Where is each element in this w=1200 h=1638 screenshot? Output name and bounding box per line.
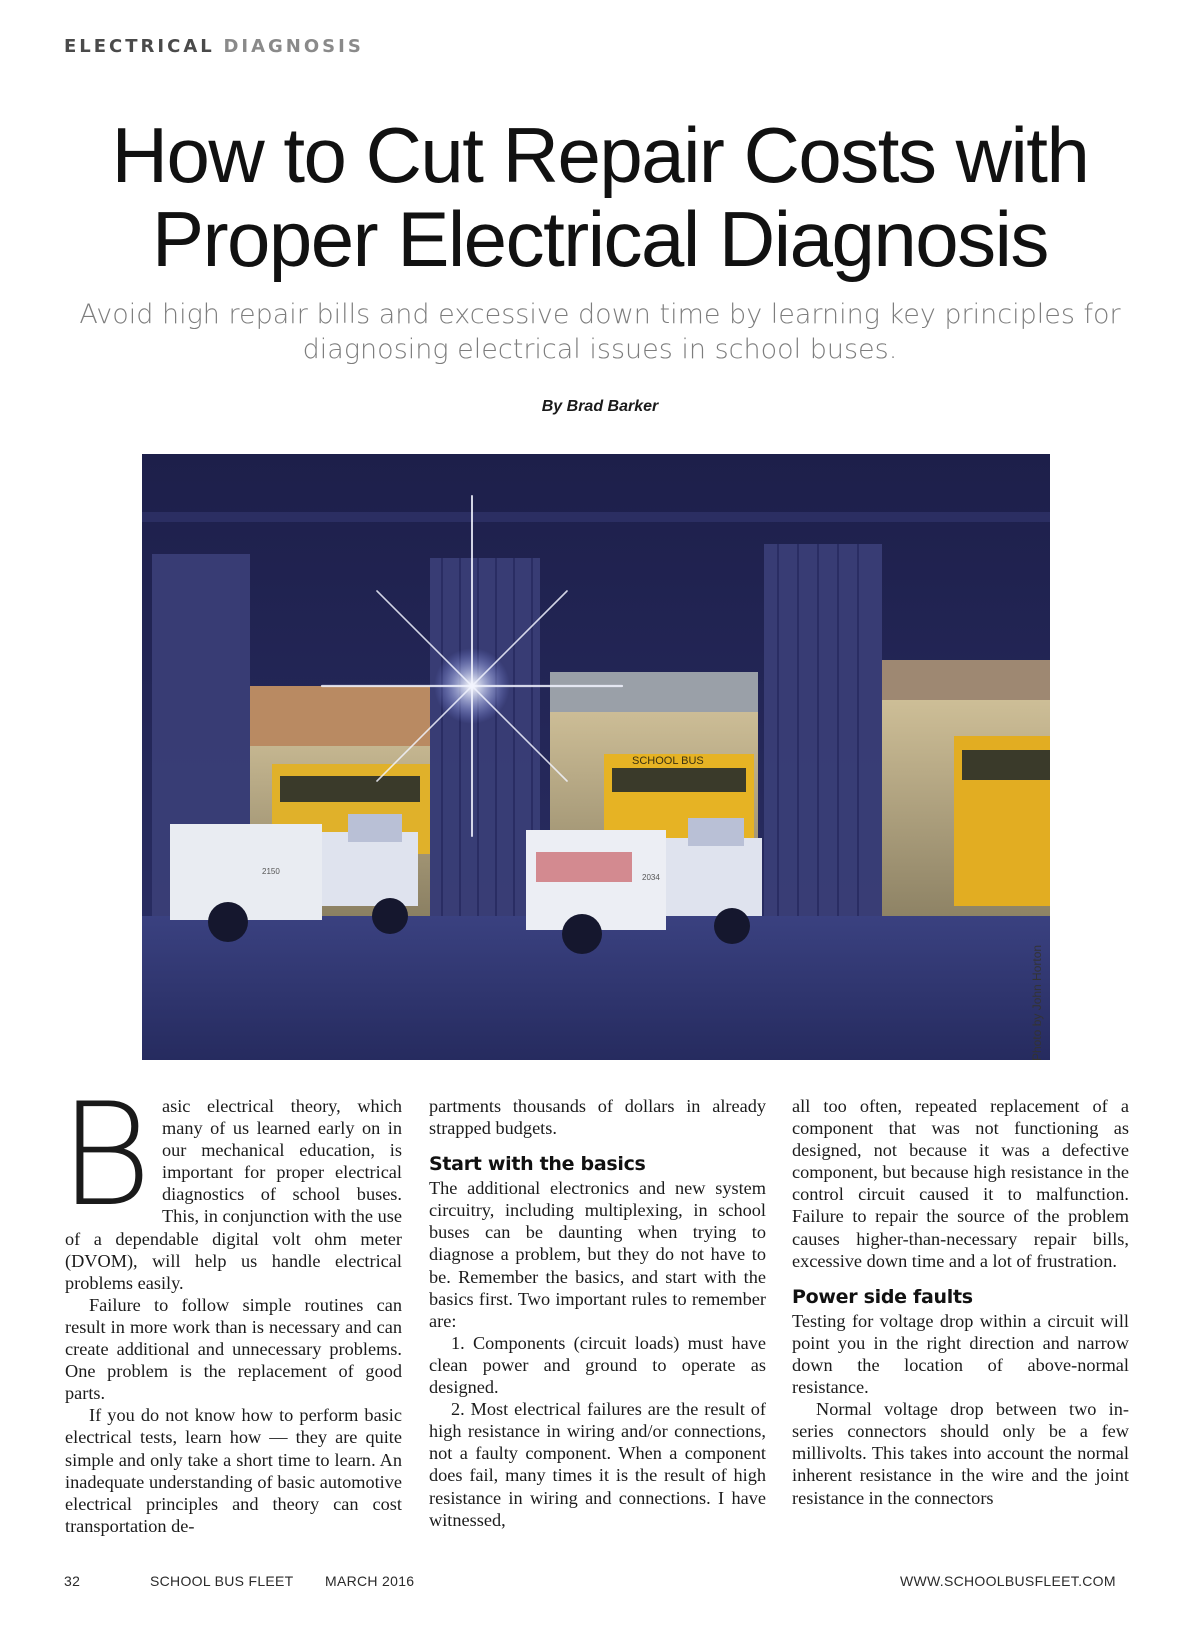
article-dek <box>60 297 1140 367</box>
paragraph: all too often, repeated replacement of a component that was not functioning as designed, not because it was a defective component, but because high resistance in the control circuit caused it to malfunction. Failure to repair the source of the problem causes higher-than-necessary repair bills, excessive down time and a lot of frustration. <box>792 1096 1129 1271</box>
section-label-light: DIAGNOSIS <box>223 36 364 57</box>
paragraph: asic electrical theory, which many of us learned early on in our mechanical education, is important for proper electrical diagnostics of school buses. This, in conjunction with the use of a dependable digital volt ohm meter (DVOM), will help us handle electrical problems easily. <box>65 1096 402 1293</box>
publication-name: SCHOOL BUS FLEET <box>150 1573 294 1589</box>
roofline <box>142 512 1050 522</box>
paragraph: Failure to follow simple routines can result in more work than is necessary and can create additional and unnecessary problems. One problem is the replacement of good parts. <box>65 1294 402 1404</box>
truck-number-1: 2150 <box>262 867 280 876</box>
byline: By Brad Barker <box>541 398 659 415</box>
paragraph: partments thousands of dollars in already strapped budgets. <box>429 1096 766 1139</box>
headline-line-1: How to Cut Repair Costs with <box>111 111 1089 199</box>
dek-line-2: diagnosing electrical issues in school buses. <box>302 334 898 365</box>
garage-bay-3 <box>882 660 1050 930</box>
page-number: 32 <box>64 1573 81 1589</box>
photo-credit: Photo by John Horton <box>1030 944 1044 1061</box>
article-column-2 <box>429 1095 766 1531</box>
issue-date: MARCH 2016 <box>325 1573 415 1589</box>
paragraph: If you do not know how to perform basic electrical tests, learn how — they are quite simple and only take a short time to learn. An inadequate understanding of basic automotive electrical principles and theory can cost transportation de- <box>65 1405 402 1536</box>
pillar-3 <box>764 544 882 964</box>
subhead-power-side-faults: Power side faults <box>792 1285 973 1308</box>
rule-item-1: 1. Components (circuit loads) must have clean power and ground to operate as designed. <box>429 1332 766 1398</box>
bus-label: SCHOOL BUS <box>632 755 704 767</box>
paragraph: The additional electronics and new system circuitry, including multiplexing, in school buses can be daunting when trying to diagnose a problem, but they do not have to be. Remember the basics, and start with the basics first. Two important rules to remember are: <box>429 1178 766 1331</box>
pillar-2 <box>430 558 540 964</box>
paragraph: Normal voltage drop between two in-series connectors should only be a few millivolts. This takes into account the normal inherent resistance in the wire and the joint resistance in the connectors <box>792 1399 1129 1508</box>
hero-photo-bus-garage <box>142 454 1050 1060</box>
article-headline <box>40 113 1160 281</box>
paragraph: Testing for voltage drop within a circuit will point you in the right direction and narrow down the location of above-normal resistance. <box>792 1310 1129 1398</box>
section-label <box>64 36 364 57</box>
truck-number-2: 2034 <box>642 873 660 882</box>
article-column-3 <box>792 1095 1129 1509</box>
section-label-strong: ELECTRICAL <box>64 36 215 57</box>
rule-item-2: 2. Most electrical failures are the result of high resistance in wiring and/or connections, not a faulty component. When a component does fail, many times it is the result of high resistance in wiring and connections. I have witnessed, <box>429 1399 766 1530</box>
dek-line-1: Avoid high repair bills and excessive down time by learning key principles for <box>79 299 1121 330</box>
website-link[interactable]: WWW.SCHOOLBUSFLEET.COM <box>900 1573 1116 1589</box>
headline-line-2: Proper Electrical Diagnosis <box>152 195 1048 283</box>
subhead-start-with-basics: Start with the basics <box>429 1153 646 1176</box>
article-column-1 <box>59 1073 402 1537</box>
drop-cap: B <box>59 1073 152 1238</box>
